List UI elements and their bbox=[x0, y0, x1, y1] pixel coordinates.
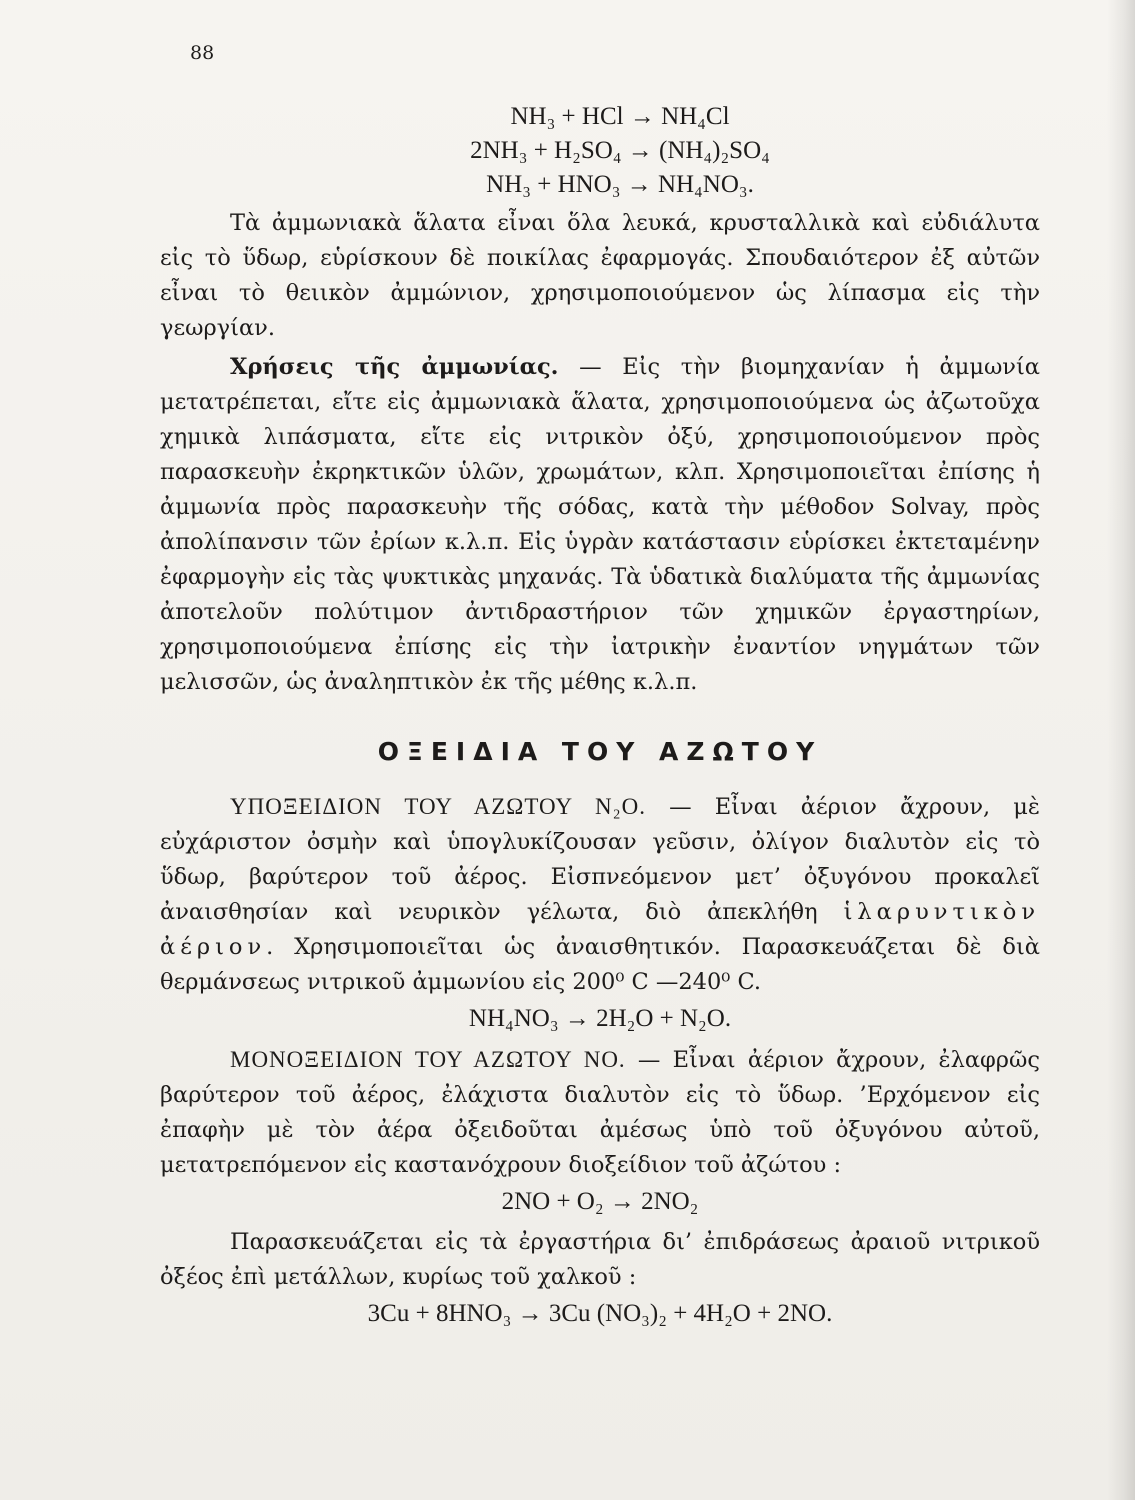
section-title: ΟΞΕΙΔΙΑ ΤΟΥ ΑΖΩΤΟΥ bbox=[377, 737, 823, 766]
equation-line: NH₃ + HNO₃ → NH₄NO₃. bbox=[486, 171, 754, 198]
equation-line: 2NH₃ + H₂SO₄ → (NH₄)₂SO₄ bbox=[470, 137, 770, 164]
no-preparation-paragraph: Παρασκευάζεται εἰς τὰ ἐργαστήρια δι’ ἐπιδράσεως ἀραιοῦ νιτρικοῦ ὀξέος ἐπὶ μετάλλων, κυρίως τοῦ χαλκοῦ : bbox=[160, 1229, 1040, 1290]
equation-line: NH₃ + HCl → NH₄Cl bbox=[510, 103, 730, 130]
uses-text: — Εἰς τὴν βιομηχανίαν ἡ ἀμμωνία μετατρέπεται, εἴτε εἰς ἀμμωνιακὰ ἅλατα, χρησιμοποιούμενα ὡς ἀζωτοῦχα χημικὰ λιπάσματα, εἴτε εἰς νιτρικὸν ὀξύ, χρησιμοποιούμενον πρὸς παρασκευὴν ἐκρηκτικῶν ὑλῶν, χρωμάτων, κλπ. Χρησιμοποιεῖται ἐπίσης ἡ ἀμμωνία πρὸς παρασκευὴν τῆς σόδας, κατὰ τὴν μέθοδον Solvay, πρὸς ἀπολίπανσιν τῶν ἐρίων κ.λ.π. Εἰς ὑγρὰν κατάστασιν εὑρίσκει ἐκτεταμένην ἐφαρμογὴν εἰς τὰς ψυκτικὰς μηχανάς. Τὰ ὑδατικὰ διαλύματα τῆς ἀμμωνίας ἀποτελοῦν πολύτιμον ἀντιδραστήριον τῶν χημικῶν ἐργαστηρίων, χρησιμοποιούμενα ἐπίσης εἰς τὴν ἰατρικὴν ἐναντίον νηγμάτων τῶν μελισσῶν, ὡς ἀναληπτικὸν ἐκ τῆς μέθης κ.λ.π. bbox=[160, 354, 1040, 695]
page-number: 88 bbox=[190, 42, 215, 64]
no-oxidation-equation: 2NO + O₂ → 2NO₂ bbox=[501, 1188, 699, 1215]
no-text: — Εἶναι ἀέριον ἄχρουν, ἐλαφρῶς βαρύτερον τοῦ ἀέρος, ἐλάχιστα διαλυτὸν εἰς τὸ ὕδωρ. ’Ερχόμενον εἰς ἐπαφὴν μὲ τὸν ἀέρα ὀξειδοῦται ἀμέσως ὑπὸ τοῦ ὀξυγόνου αὐτοῦ, μετατρεπόμενον εἰς καστανόχρουν διοξείδιον τοῦ ἀζώτου : bbox=[160, 1047, 1040, 1178]
salts-paragraph: Τὰ ἀμμωνιακὰ ἅλατα εἶναι ὅλα λευκά, κρυσταλλικὰ καὶ εὐδιάλυτα εἰς τὸ ὕδωρ, εὑρίσκουν δὲ ποικίλας ἐφαρμογάς. Σπουδαιότερον ἐξ αὐτῶν εἶναι τὸ θειικὸν ἀμμώνιον, χρησιμοποιούμενον ὡς λίπασμα εἰς τὴν γεωργίαν. bbox=[160, 210, 1040, 341]
uses-heading: Χρήσεις τῆς ἀμμωνίας. bbox=[230, 354, 559, 380]
n2o-text-part1: — Εἶναι ἀέριον ἄχρουν, μὲ εὐχάριστον ὀσμὴν καὶ ὑπογλυκίζουσαν γεῦσιν, ὀλίγον διαλυτὸν εἰς τὸ ὕδωρ, βαρύτερον τοῦ ἀέρος. Εἰσπνεόμενον μετ’ ὀξυγόνου προκαλεῖ ἀναισθησίαν καὶ νευρικὸν γέλωτα, διὸ ἀπεκλήθη bbox=[160, 794, 1041, 925]
no-paragraph bbox=[160, 1042, 1040, 1183]
n2o-spaced-term: ἱλαρυντικὸν ἀέριον bbox=[160, 899, 1040, 960]
page-content bbox=[160, 100, 1040, 1337]
no-heading: ΜΟΝΟΞΕΙΔΙΟΝ ΤΟΥ ΑΖΩΤΟΥ NO. bbox=[230, 1047, 626, 1072]
n2o-heading: ΥΠΟΞΕΙΔΙΟΝ ΤΟΥ ΑΖΩΤΟΥ N₂O. bbox=[230, 794, 646, 819]
n2o-equation: NH₄NO₃ → 2H₂O + N₂O. bbox=[468, 1005, 732, 1032]
no-preparation-equation: 3Cu + 8HNO₃ → 3Cu (NO₃)₂ + 4H₂O + 2NO. bbox=[367, 1300, 833, 1327]
n2o-paragraph bbox=[160, 789, 1040, 1000]
ammonia-salt-equations bbox=[200, 100, 1040, 202]
page-edge-shadow bbox=[1107, 0, 1135, 1500]
n2o-text-part2: . Χρησιμοποιεῖται ὡς ἀναισθητικόν. Παρασκευάζεται δὲ διὰ θερμάνσεως νιτρικοῦ ἀμμωνίου εἰς 200⁰ C —240⁰ C. bbox=[160, 934, 1040, 995]
uses-paragraph bbox=[160, 350, 1040, 700]
